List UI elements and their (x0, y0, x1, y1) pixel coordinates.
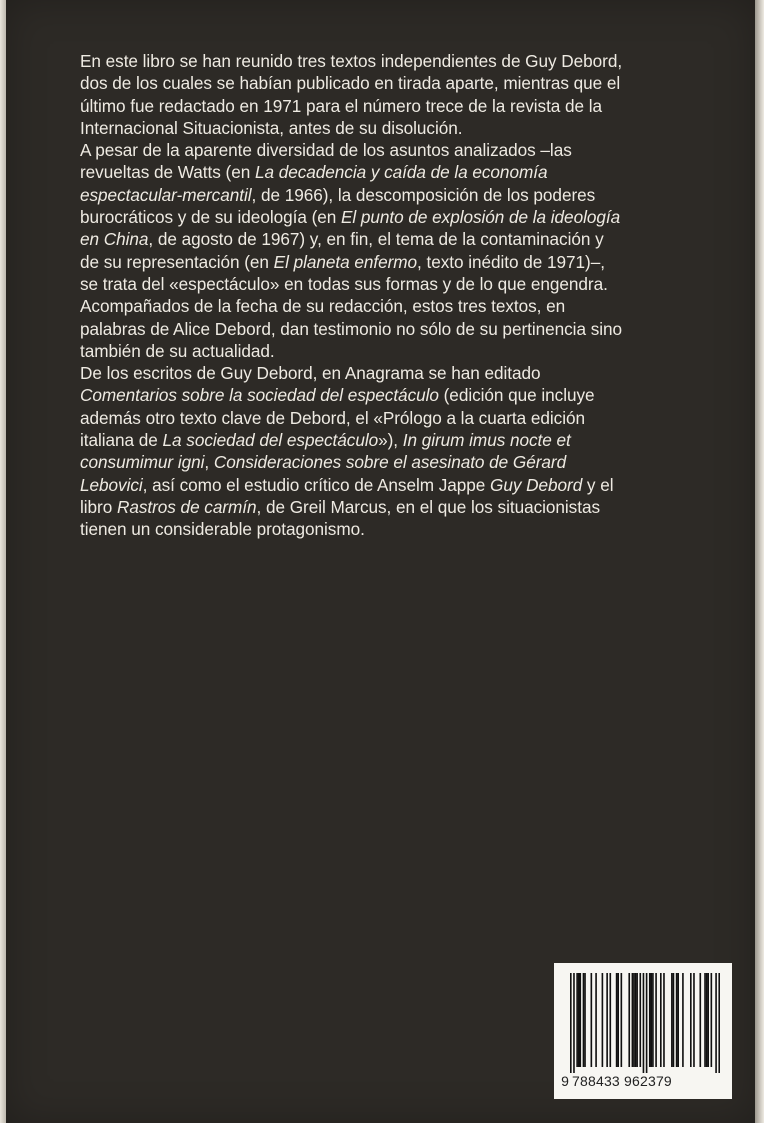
barcode-bar (606, 973, 608, 1067)
barcode-bar (636, 973, 638, 1067)
barcode-digit-groups: 788433 962379 (572, 1073, 672, 1089)
blurb-line (80, 184, 730, 206)
barcode-bar (579, 973, 581, 1067)
barcode-bar (632, 973, 634, 1067)
blurb-italic-title: Rastros de carmín (116, 496, 257, 517)
barcode-bar (671, 973, 673, 1067)
blurb-text: , de 1966), la descomposición de los poderes (251, 184, 596, 205)
blurb-line (80, 72, 730, 94)
barcode-bar (704, 973, 706, 1067)
blurb-italic-title: espectacular-mercantil (80, 184, 252, 205)
barcode-bar (715, 973, 717, 1073)
barcode-bar (655, 973, 657, 1067)
blurb-italic-title: In girum imus nocte et (402, 430, 571, 451)
blurb-italic-title: Consideraciones sobre el asesinato de Gérard (213, 452, 567, 473)
blurb-line (80, 362, 730, 384)
blurb-text: Internacional Situacionista, antes de su disolución. (80, 117, 463, 138)
barcode-bar (652, 973, 654, 1067)
barcode-bar (711, 973, 713, 1067)
blurb-italic-title: en China (80, 229, 149, 250)
barcode-bar (651, 973, 653, 1067)
barcode-bar (628, 973, 630, 1067)
blurb-text: , (204, 452, 214, 473)
blurb-line (80, 273, 730, 295)
blurb-text: también de su actualidad. (80, 340, 275, 361)
blurb-text: además otro texto clave de Debord, el «Prólogo a la cuarta edición (80, 407, 585, 428)
blurb-text: dos de los cuales se habían publicado en tirada aparte, mientras que el (80, 73, 621, 94)
blurb-italic-title: El punto de explosión de la ideología (341, 207, 621, 228)
blurb-text: de su representación (en (80, 251, 274, 272)
blurb-line (80, 117, 730, 139)
barcode-bar (576, 973, 578, 1067)
blurb-line (80, 206, 730, 228)
blurb-text: Acompañados de la fecha de su redacción, estos tres textos, en (80, 296, 566, 317)
barcode-bar (616, 973, 618, 1067)
blurb-text: libro (80, 496, 117, 517)
barcode-bar (639, 973, 641, 1067)
blurb-italic-title: consumimur igni (80, 452, 205, 473)
blurb-line (80, 295, 730, 317)
barcode-bar (584, 973, 586, 1067)
barcode-bar (635, 973, 637, 1067)
blurb-line (80, 318, 730, 340)
blurb-text: A pesar de la aparente diversidad de los asuntos analizados –las (80, 140, 572, 161)
barcode-bar (690, 973, 692, 1067)
blurb-line (80, 518, 730, 540)
blurb-line (80, 228, 730, 250)
blurb-line (80, 251, 730, 273)
barcode-bar (673, 973, 675, 1067)
blurb-text: italiana de (80, 430, 163, 451)
barcode-bar (602, 973, 604, 1067)
isbn-barcode-panel (554, 963, 732, 1099)
blurb-line (80, 139, 730, 161)
blurb-italic-title: Comentarios sobre la sociedad del espectáculo (80, 385, 439, 406)
blurb-italic-title: Guy Debord (490, 474, 583, 495)
barcode-bar (643, 973, 645, 1073)
blurb-text: , texto inédito de 1971)–, (417, 251, 605, 272)
blurb-line (80, 95, 730, 117)
barcode-bars (570, 973, 720, 1073)
barcode-bar (649, 973, 651, 1067)
blurb-text: »), (378, 430, 403, 451)
blurb-line (80, 474, 730, 496)
blurb-text: revueltas de Watts (en (80, 162, 255, 183)
barcode-bar (617, 973, 619, 1067)
barcode-bar (583, 973, 585, 1067)
barcode-bar (621, 973, 623, 1067)
barcode-bar (573, 973, 575, 1073)
blurb-text: palabras de Alice Debord, dan testimonio no sólo de su pertinencia sino (80, 318, 623, 339)
blurb-italic-title: Lebovici (80, 474, 143, 495)
blurb-line (80, 50, 730, 72)
blurb-line (80, 384, 730, 406)
blurb-text: En este libro se han reunido tres textos independientes de Guy Debord, (80, 51, 623, 71)
blurb-line (80, 451, 730, 473)
barcode-bar (707, 973, 709, 1067)
blurb-italic-title: La sociedad del espectáculo (162, 430, 379, 451)
blurb-text: , de agosto de 1967) y, en fin, el tema de la contaminación y (148, 229, 604, 250)
barcode-bar (676, 973, 678, 1067)
barcode-bar (693, 973, 695, 1067)
barcode-bar (718, 973, 720, 1073)
blurb-line (80, 429, 730, 451)
barcode-bar (578, 973, 580, 1067)
barcode-first-digit: 9 (561, 1073, 569, 1089)
blurb-line (80, 407, 730, 429)
book-back-cover (6, 0, 755, 1123)
barcode-bar (677, 973, 679, 1067)
barcode-bar (570, 973, 572, 1073)
blurb-text: , de Greil Marcus, en el que los situacionistas (256, 496, 601, 517)
blurb-line (80, 496, 730, 518)
barcode-bar (609, 973, 611, 1067)
blurb-text: De los escritos de Guy Debord, en Anagrama se han editado (80, 363, 541, 384)
barcode-bar (663, 973, 665, 1067)
blurb-text: y el (582, 474, 614, 495)
barcode-bar (706, 973, 708, 1067)
barcode-bar (591, 973, 593, 1067)
blurb-text: tienen un considerable protagonismo. (80, 519, 365, 540)
barcode-bar (633, 973, 635, 1067)
page-right-edge (755, 0, 764, 1123)
barcode-bar (595, 973, 597, 1067)
blurb-text: se trata del «espectáculo» en todas sus formas y de lo que engendra. (80, 273, 608, 294)
barcode-bar (699, 973, 701, 1067)
barcode-bar (682, 973, 684, 1067)
barcode-number (554, 1073, 732, 1089)
blurb-line (80, 340, 730, 362)
blurb-italic-title: La decadencia y caída de la economía (254, 162, 548, 183)
back-cover-blurb (80, 50, 730, 541)
blurb-text: (edición que incluye (438, 385, 595, 406)
blurb-text: , así como el estudio crítico de Anselm Jappe (142, 474, 491, 495)
blurb-text: burocráticos y de su ideología (en (80, 207, 341, 228)
barcode-bar (660, 973, 662, 1067)
barcode-bar (646, 973, 648, 1073)
blurb-line (80, 161, 730, 183)
blurb-text: último fue redactado en 1971 para el número trece de la revista de la (80, 95, 603, 116)
blurb-italic-title: El planeta enfermo (273, 251, 418, 272)
